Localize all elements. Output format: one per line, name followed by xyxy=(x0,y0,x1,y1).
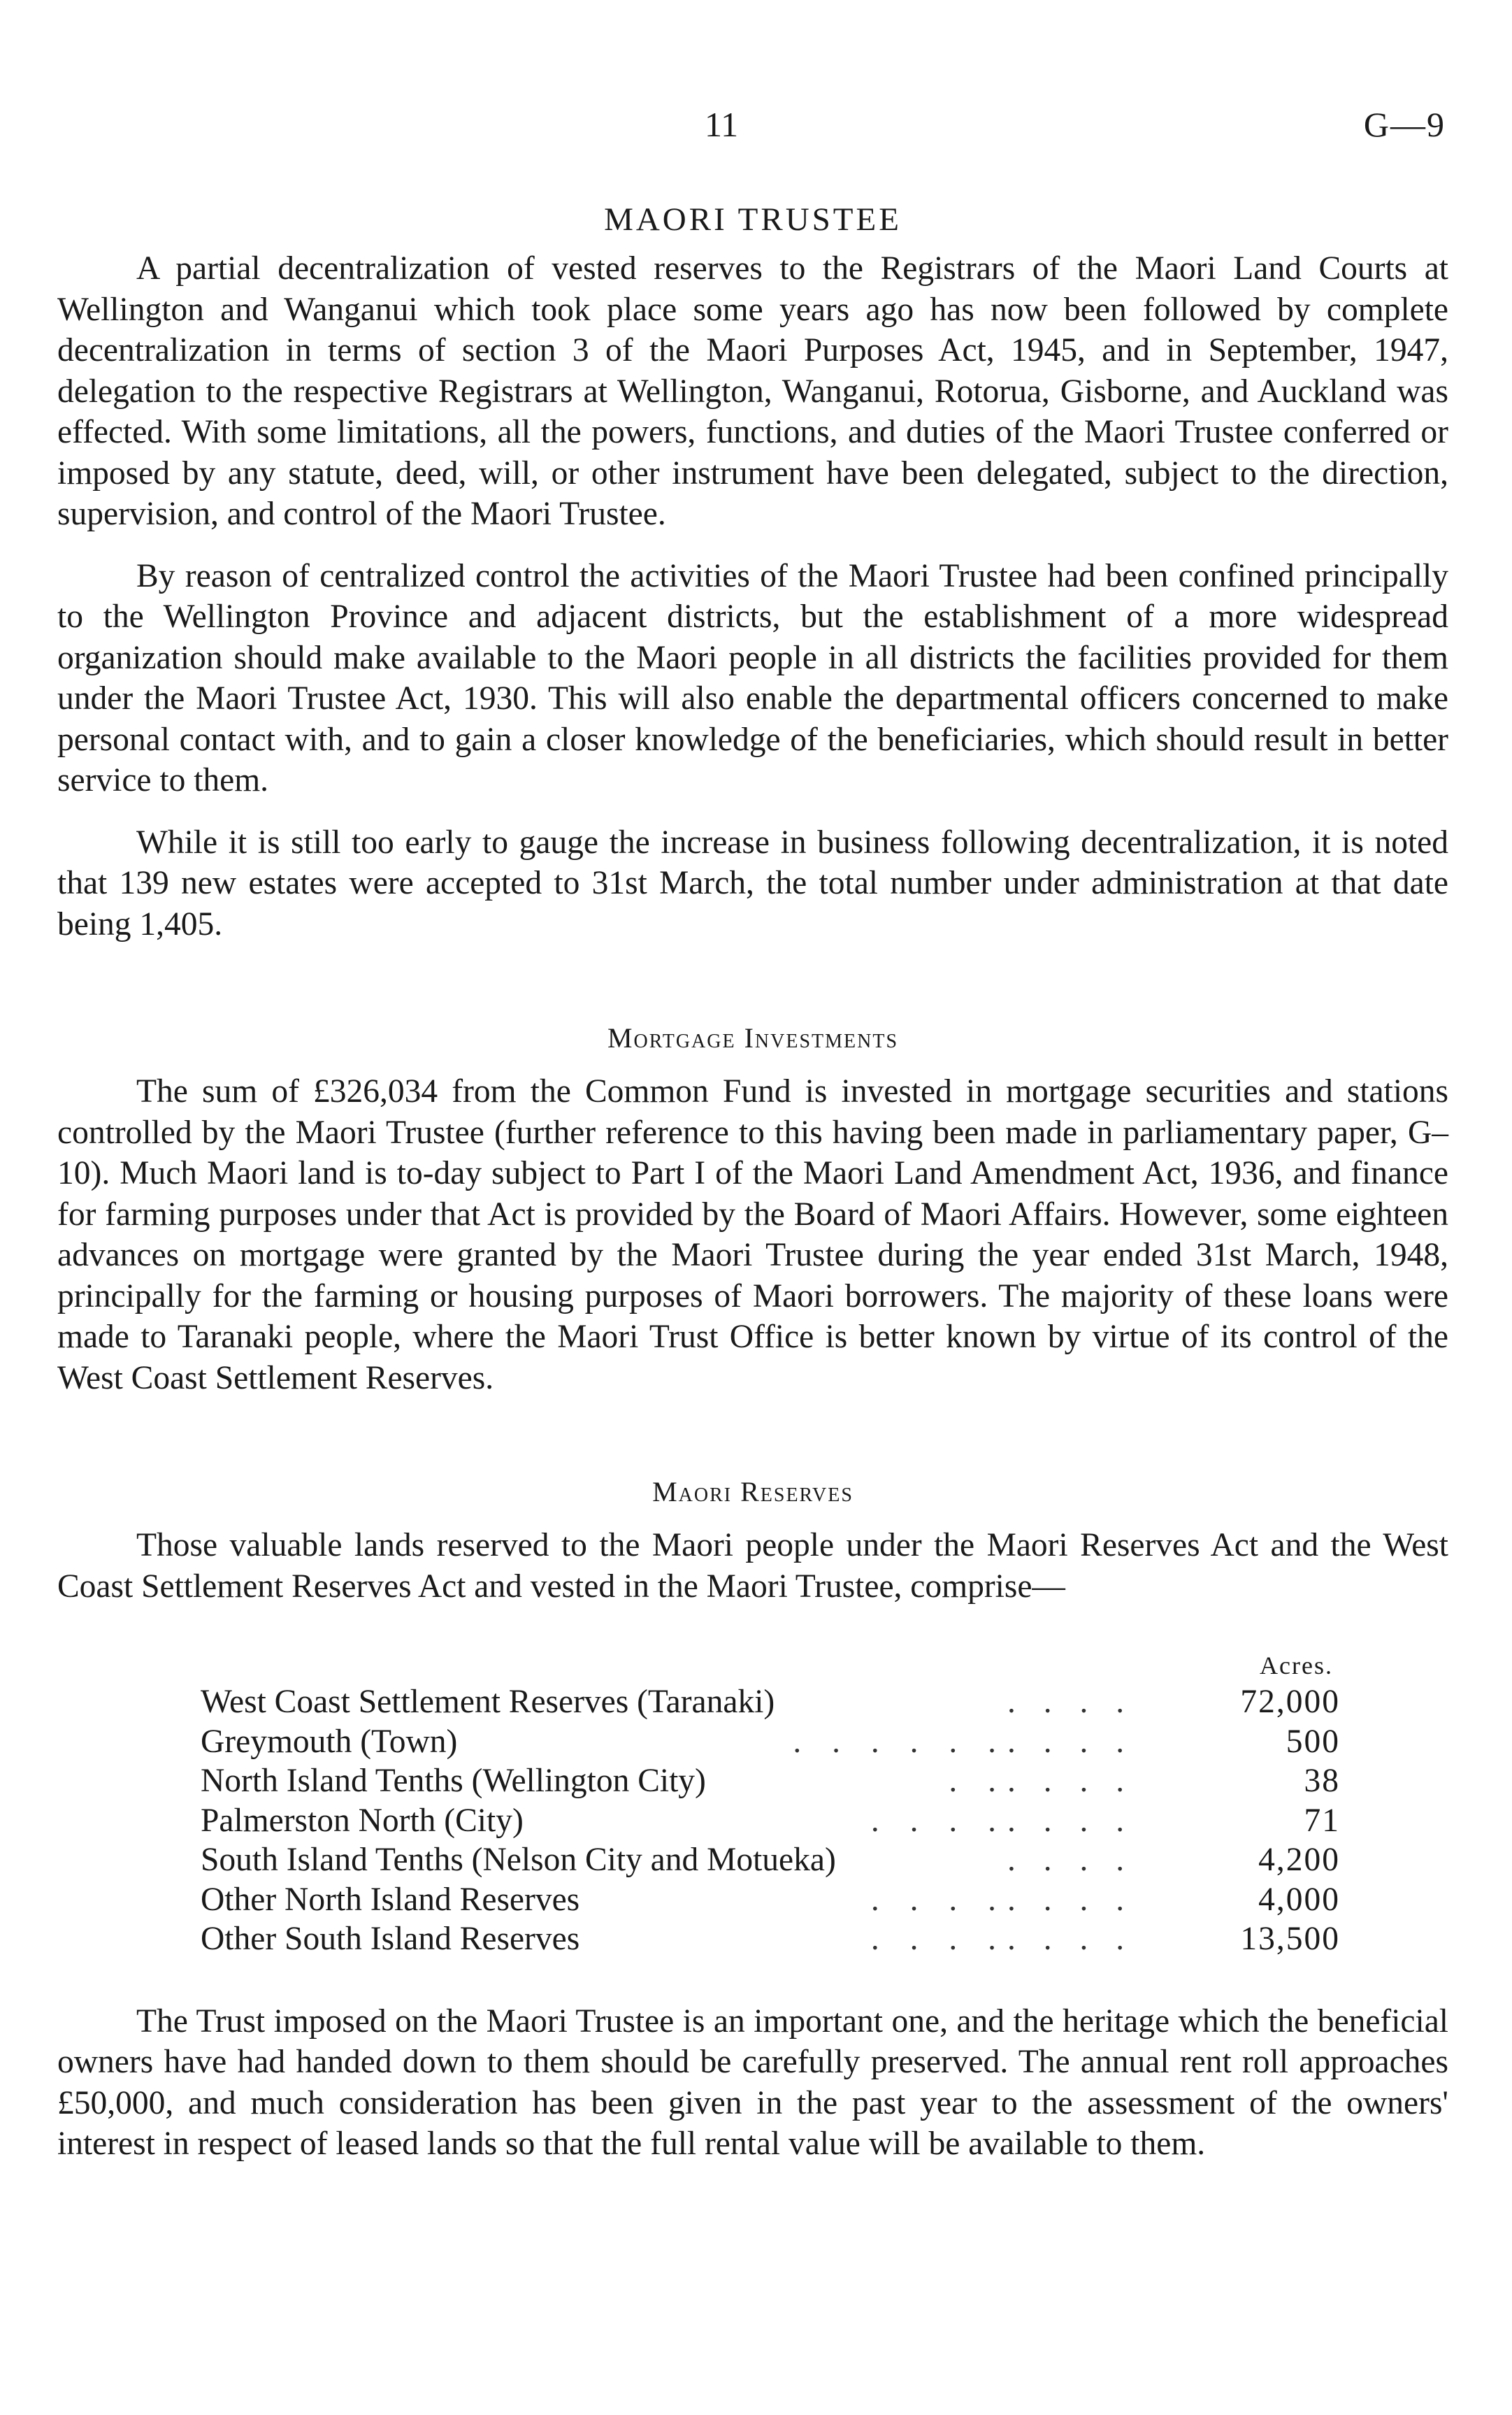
mortgage-investments-paragraph: The sum of £326,034 from the Common Fund is invested in mortgage securities and stations controlled by the Maori Trustee (further reference to this having been made in parliamentary paper, G–10). Much Maori land is to-day subject to Part I of the Maori Land Amendment Act, 1936, and finance for farming purposes under that Act is provided by the Board of Maori Affairs. However, some eighteen advances on mortgage were granted by the Maori Trustee during the year ended 31st March, 1948, principally for the farming or housing purposes of Maori borrowers. The majority of these loans were made to Taranaki people, where the Maori Trust Office is better known by virtue of its control of the West Coast Settlement Reserves. xyxy=(57,1073,1448,1396)
reserve-name: West Coast Settlement Reserves (Taranaki) xyxy=(201,1684,783,1720)
leader-dots: . . . . xyxy=(1007,1881,1135,1918)
leader-dots: . . . . xyxy=(870,1802,1007,1839)
reserve-name: Greymouth (Town) xyxy=(201,1724,466,1760)
reserves-table xyxy=(201,1649,1340,1959)
intro-paragraph-2: By reason of centralized control the activities of the Maori Trustee had been confined principally to the Wellington Province and adjacent districts, but the establishment of a more widespread organization should make available to the Maori people in all districts the facilities provided for them under the Maori Trustee Act, 1930. This will also enable the departmental officers concerned to make personal contact with, and to gain a closer knowledge of the beneficiaries, which should result in better service to them. xyxy=(57,557,1448,798)
document-code: G—9 xyxy=(1363,105,1446,144)
reserve-name: North Island Tenths (Wellington City) xyxy=(201,1763,714,1799)
leader-dots: . . . . xyxy=(1007,1684,1135,1720)
table-row xyxy=(201,1880,1340,1920)
leader-dots: . . . . xyxy=(1007,1921,1135,1957)
reserve-acres: 4,000 xyxy=(1258,1881,1340,1918)
leader-dots: . . xyxy=(949,1763,1007,1799)
reserve-name: Palmerston North (City) xyxy=(201,1803,532,1839)
mortgage-investments-heading: Mortgage Investments xyxy=(607,1022,899,1054)
page-content xyxy=(57,199,1448,2165)
maori-reserves-heading: Maori Reserves xyxy=(652,1476,854,1507)
leader-dots: . . . . xyxy=(1007,1723,1135,1760)
table-row xyxy=(201,1919,1340,1959)
maori-reserves-closing-paragraph: The Trust imposed on the Maori Trustee is an important one, and the heritage which the beneficial owners have had handed down to them should be carefully preserved. The annual rent roll approaches £50,000, and much consideration has been given in the past year to the assessment of the owners' interest in respect of leased lands so that the full rental value will be available to them. xyxy=(57,2002,1448,2162)
reserve-acres: 72,000 xyxy=(1240,1684,1340,1720)
leader-dots: . . . . xyxy=(1007,1802,1135,1839)
reserve-acres: 13,500 xyxy=(1240,1921,1340,1957)
intro-paragraph-1: A partial decentralization of vested reserves to the Registrars of the Maori Land Courts at Wellington and Wanganui which took place some years ago has now been followed by complete decentralization in terms of section 3 of the Maori Purposes Act, 1945, and in September, 1947, delegation to the respective Registrars at Wellington, Wanganui, Rotorua, Gisborne, and Auckland was effected. With some limitations, all the powers, functions, and duties of the Maori Trustee conferred or imposed by any statute, deed, will, or other instrument have been delegated, subject to the direction, supervision, and control of the Maori Trustee. xyxy=(57,250,1448,532)
leader-dots: . . . . xyxy=(870,1921,1007,1957)
reserves-table-header xyxy=(201,1649,1340,1682)
acres-unit-label: Acres. xyxy=(1260,1651,1333,1679)
leader-dots: . . . . xyxy=(870,1881,1007,1918)
leader-dots: . . . . xyxy=(1007,1842,1135,1878)
reserve-acres: 500 xyxy=(1286,1723,1340,1760)
leader-dots: . . . . . . xyxy=(793,1723,1007,1760)
reserve-name: South Island Tenths (Nelson City and Motueka) xyxy=(201,1842,844,1878)
table-row xyxy=(201,1722,1340,1762)
reserve-name: Other South Island Reserves xyxy=(201,1921,588,1957)
reserve-acres: 4,200 xyxy=(1258,1842,1340,1878)
table-row xyxy=(201,1761,1340,1801)
reserve-name: Other North Island Reserves xyxy=(201,1882,588,1918)
reserve-acres: 38 xyxy=(1304,1763,1340,1799)
page-number: 11 xyxy=(705,105,739,144)
maori-reserves-intro: Those valuable lands reserved to the Maori people under the Maori Reserves Act and the West Coast Settlement Reserves Act and vested in the Maori Trustee, comprise— xyxy=(57,1527,1448,1605)
table-row xyxy=(201,1801,1340,1841)
page-title: MAORI TRUSTEE xyxy=(604,201,902,238)
leader-dots: . . . . xyxy=(1007,1763,1135,1799)
reserve-acres: 71 xyxy=(1304,1802,1340,1839)
intro-paragraph-3: While it is still too early to gauge the increase in business following decentralization, it is noted that 139 new estates were accepted to 31st March, the total number under administration at that date being 1,405. xyxy=(57,824,1448,943)
table-row xyxy=(201,1840,1340,1880)
table-row xyxy=(201,1682,1340,1722)
